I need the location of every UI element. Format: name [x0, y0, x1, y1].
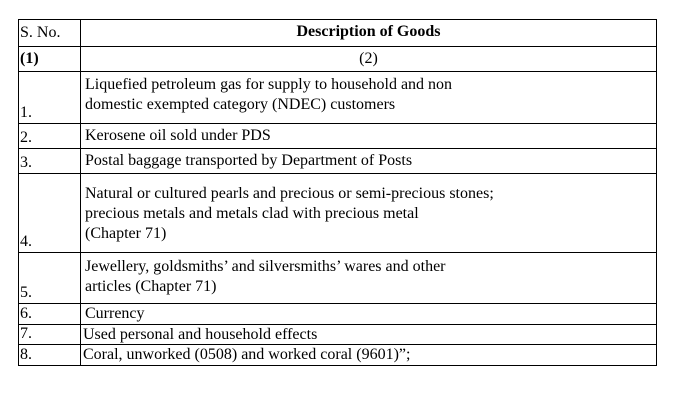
table-row: [19, 173, 656, 252]
row-sno: 4.: [19, 174, 81, 252]
row-description: [81, 325, 656, 344]
description-line: (Chapter 71): [85, 225, 167, 242]
table-row: [19, 252, 656, 303]
table-row: [19, 324, 656, 344]
row-sno: 2.: [19, 124, 81, 148]
table-row: [19, 303, 656, 324]
header-sno: S. No.: [19, 20, 81, 46]
table-row: [19, 123, 656, 148]
table-row: [19, 148, 656, 173]
row-sno: 1.: [19, 72, 81, 123]
description-line: Used personal and household effects: [83, 326, 318, 343]
description-line: Kerosene oil sold under PDS: [85, 127, 271, 144]
header-description: Description of Goods: [296, 23, 441, 40]
row-description: [81, 149, 656, 173]
goods-table: [18, 19, 657, 366]
column-number-row: [19, 46, 656, 71]
row-sno: 3.: [19, 149, 81, 173]
column-number-description: (2): [359, 50, 378, 67]
row-description: [81, 174, 656, 252]
description-line: Coral, unworked (0508) and worked coral (9601)”;: [83, 346, 411, 363]
header-row: [19, 20, 656, 46]
table-row: [19, 344, 656, 365]
description-line: Jewellery, goldsmiths’ and silversmiths’ wares and other: [85, 258, 446, 275]
row-sno: 7.: [19, 325, 81, 344]
description-line: Postal baggage transported by Department of Posts: [85, 152, 413, 169]
row-description: [81, 345, 656, 365]
description-line: Currency: [85, 305, 145, 322]
description-line: Liquefied petroleum gas for supply to household and non: [85, 76, 453, 93]
row-description: [81, 253, 656, 303]
row-sno: 8.: [19, 345, 81, 365]
description-line: precious metals and metals clad with precious metal: [85, 205, 419, 222]
description-line: articles (Chapter 71): [85, 278, 217, 295]
table-row: [19, 71, 656, 123]
row-description: [81, 124, 656, 148]
row-description: [81, 304, 656, 324]
row-sno: 6.: [19, 304, 81, 324]
description-line: Natural or cultured pearls and precious or semi-precious stones;: [85, 185, 494, 202]
row-description: [81, 72, 656, 123]
column-number-sno: (1): [19, 47, 81, 71]
row-sno: 5.: [19, 253, 81, 303]
description-line: domestic exempted category (NDEC) customers: [85, 96, 396, 113]
